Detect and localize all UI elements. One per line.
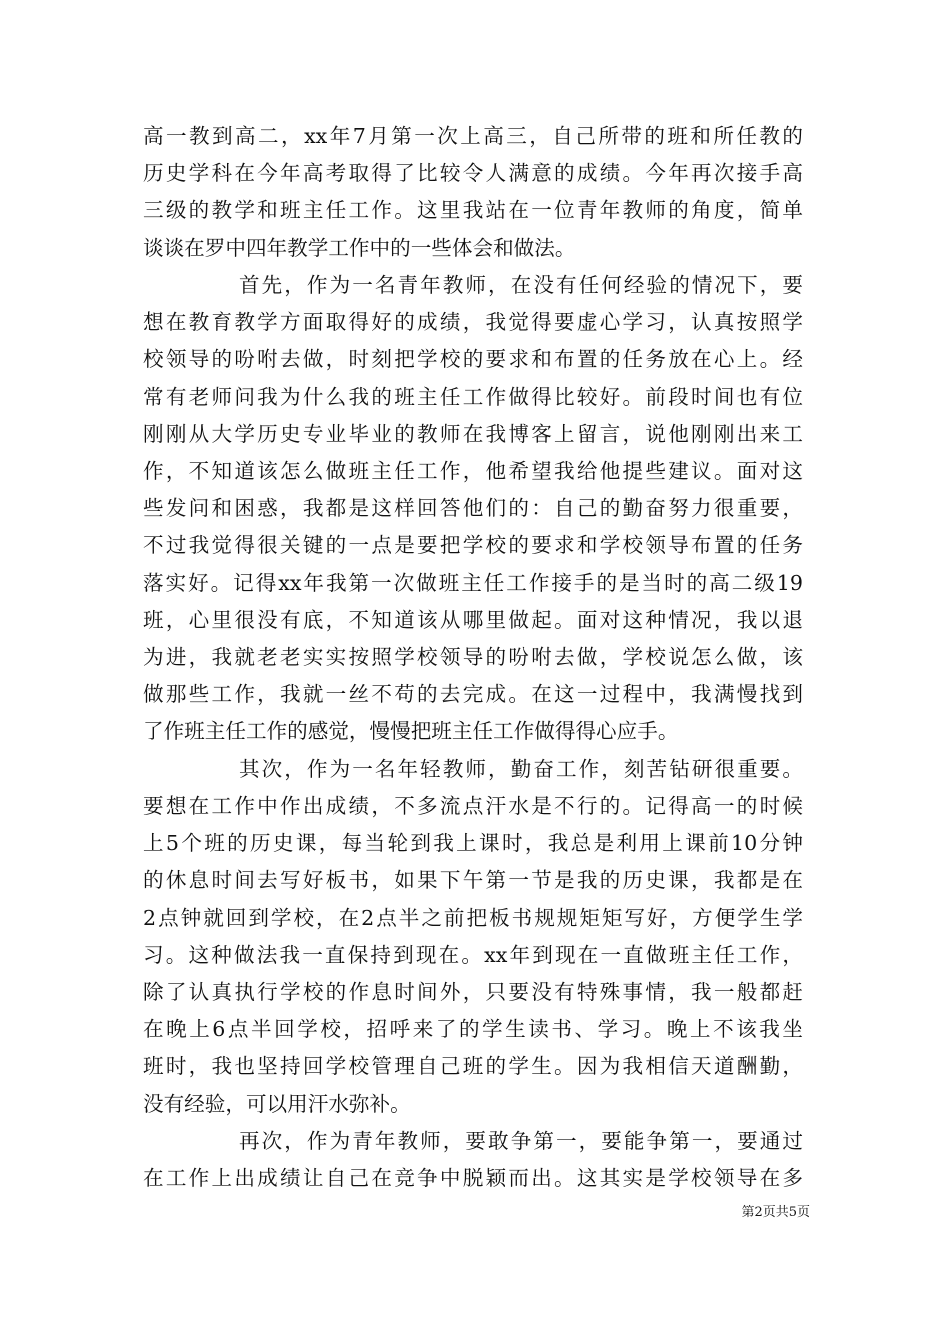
text-line: 谈谈在罗中四年教学工作中的一些体会和做法。 (143, 236, 576, 260)
text-line: 高一教到高二，xx年7月第一次上高三，自己所带的班和所任教的 (143, 124, 803, 148)
text-line: 做那些工作，我就一丝不苟的去完成。在这一过程中，我满慢找到 (143, 682, 803, 706)
text-line: 没有经验，可以用汗水弥补。 (143, 1092, 411, 1116)
paragraph-first-line: 再次，作为青年教师，要敢争第一，要能争第一，要通过 (239, 1129, 803, 1153)
text-line: 常有老师问我为什么我的班主任工作做得比较好。前段时间也有位 (143, 385, 803, 409)
text-line: 在工作上出成绩让自己在竞争中脱颖而出。这其实是学校领导在多 (143, 1166, 803, 1190)
paragraph-first-line: 其次，作为一名年轻教师，勤奋工作，刻苦钻研很重要。 (239, 757, 803, 781)
text-line: 作，不知道该怎么做班主任工作，他希望我给他提些建议。面对这 (143, 459, 803, 483)
text-line: 班时，我也坚持回学校管理自己班的学生。因为我相信天道酬勤， (143, 1054, 803, 1078)
text-line: 上5个班的历史课，每当轮到我上课时，我总是利用上课前10分钟 (143, 831, 803, 855)
text-line: 班，心里很没有底，不知道该从哪里做起。面对这种情况，我以退 (143, 608, 803, 632)
text-line: 刚刚从大学历史专业毕业的教师在我博客上留言，说他刚刚出来工 (143, 422, 803, 446)
page-number: 第2页共5页 (741, 1205, 810, 1220)
text-line: 不过我觉得很关键的一点是要把学校的要求和学校领导布置的任务 (143, 533, 803, 557)
text-line: 想在教育教学方面取得好的成绩，我觉得要虚心学习，认真按照学 (143, 310, 803, 334)
text-line: 的休息时间去写好板书，如果下午第一节是我的历史课，我都是在 (143, 868, 803, 892)
text-line: 些发问和困惑，我都是这样回答他们的：自己的勤奋努力很重要， (143, 496, 803, 520)
text-line: 了作班主任工作的感觉，慢慢把班主任工作做得得心应手。 (143, 719, 679, 743)
text-line: 除了认真执行学校的作息时间外，只要没有特殊事情，我一般都赶 (143, 980, 803, 1004)
text-line: 校领导的吩咐去做，时刻把学校的要求和布置的任务放在心上。经 (143, 347, 803, 371)
text-line: 习。这种做法我一直保持到现在。xx年到现在一直做班主任工作， (143, 943, 803, 967)
paragraph-first-line: 首先，作为一名青年教师，在没有任何经验的情况下，要 (239, 273, 803, 297)
text-line: 历史学科在今年高考取得了比较令人满意的成绩。今年再次接手高 (143, 161, 803, 185)
text-line: 2点钟就回到学校，在2点半之前把板书规规矩矩写好，方便学生学 (143, 906, 803, 930)
text-line: 为进，我就老老实实按照学校领导的吩咐去做，学校说怎么做，该 (143, 645, 803, 669)
text-line: 要想在工作中作出成绩，不多流点汗水是不行的。记得高一的时候 (143, 794, 803, 818)
text-line: 在晚上6点半回学校，招呼来了的学生读书、学习。晚上不该我坐 (143, 1017, 803, 1041)
text-line: 落实好。记得xx年我第一次做班主任工作接手的是当时的高二级19 (143, 571, 803, 595)
text-line: 三级的教学和班主任工作。这里我站在一位青年教师的角度，简单 (143, 198, 803, 222)
